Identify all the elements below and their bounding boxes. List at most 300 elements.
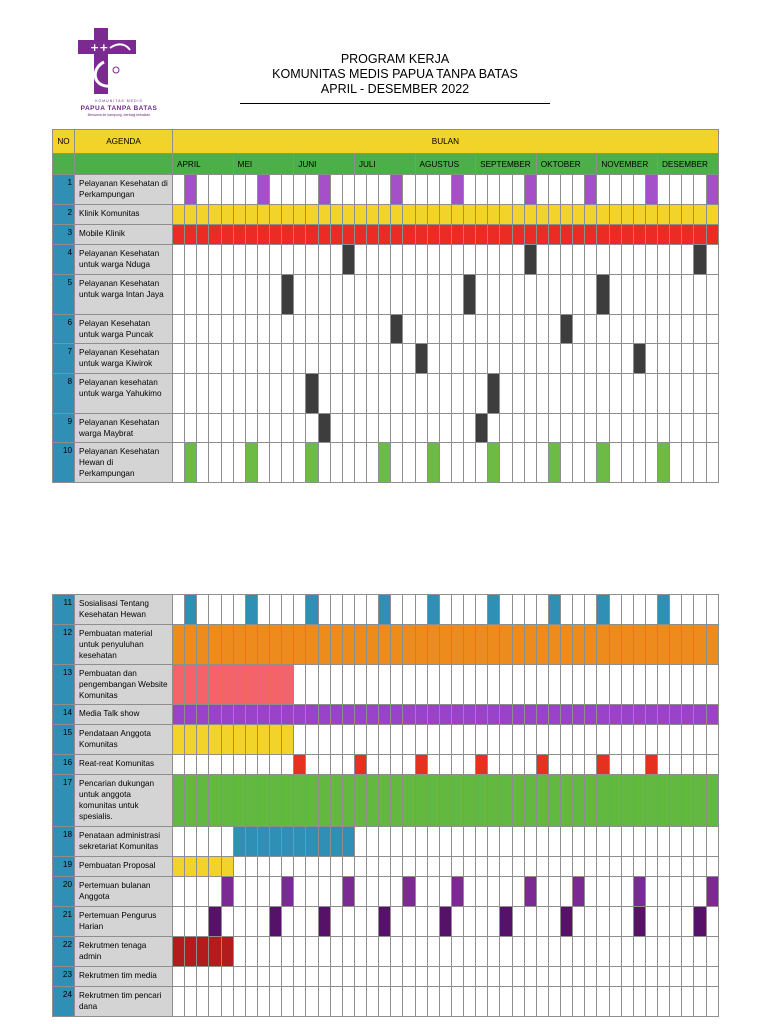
schedule-cell [476,907,488,937]
schedule-cell-filled [185,725,197,755]
schedule-cell [221,374,233,414]
schedule-cell [257,967,269,987]
schedule-cell [585,725,597,755]
schedule-cell [645,857,657,877]
schedule-cell [573,175,585,205]
schedule-cell [415,967,427,987]
schedule-cell-filled [173,937,185,967]
schedule-cell [427,175,439,205]
schedule-cell [342,907,354,937]
schedule-cell [658,857,670,877]
schedule-cell-filled [476,705,488,725]
schedule-cell [512,443,524,483]
schedule-cell [367,937,379,967]
schedule-cell-filled [330,827,342,857]
schedule-cell [427,857,439,877]
schedule-cell-filled [464,625,476,665]
schedule-cell [621,275,633,315]
schedule-cell [694,443,706,483]
schedule-cell [318,857,330,877]
schedule-cell [585,967,597,987]
schedule-cell [391,595,403,625]
schedule-cell [585,907,597,937]
schedule-cell-filled [658,705,670,725]
schedule-cell [415,987,427,1017]
agenda-row [53,877,719,907]
schedule-cell-filled [427,775,439,827]
schedule-cell-filled [561,907,573,937]
schedule-cell [427,877,439,907]
schedule-cell-filled [694,705,706,725]
schedule-cell [221,907,233,937]
schedule-cell [270,877,282,907]
schedule-cell [306,725,318,755]
schedule-cell [379,344,391,374]
agenda-row [53,665,719,705]
schedule-cell-filled [391,625,403,665]
schedule-cell-filled [367,705,379,725]
schedule-cell [342,374,354,414]
schedule-cell-filled [573,705,585,725]
schedule-cell-filled [561,625,573,665]
schedule-cell-filled [185,595,197,625]
schedule-cell [294,374,306,414]
schedule-cell [476,725,488,755]
schedule-cell [233,857,245,877]
schedule-cell [694,987,706,1017]
schedule-cell [342,725,354,755]
schedule-cell [233,937,245,967]
schedule-cell-filled [512,705,524,725]
schedule-cell-filled [645,205,657,225]
schedule-cell [379,245,391,275]
schedule-cell [197,827,209,857]
schedule-cell-filled [257,225,269,245]
schedule-cell-filled [197,725,209,755]
schedule-cell [645,877,657,907]
schedule-cell [403,245,415,275]
schedule-cell [209,275,221,315]
schedule-cell [524,275,536,315]
schedule-cell [173,315,185,344]
schedule-cell-filled [633,877,645,907]
schedule-cell-filled [197,225,209,245]
month-header-oktober: OKTOBER [536,154,597,175]
schedule-cell-filled [597,625,609,665]
schedule-cell [694,937,706,967]
schedule-cell [391,725,403,755]
schedule-cell [185,315,197,344]
schedule-cell-filled [658,775,670,827]
schedule-cell-filled [573,877,585,907]
schedule-cell [245,315,257,344]
schedule-cell-filled [185,775,197,827]
schedule-cell [245,967,257,987]
schedule-cell [694,857,706,877]
agenda-row [53,315,719,344]
schedule-cell-filled [658,205,670,225]
schedule-cell [645,595,657,625]
schedule-cell [573,275,585,315]
schedule-cell [609,857,621,877]
schedule-cell-filled [209,625,221,665]
schedule-cell [354,175,366,205]
schedule-cell [306,857,318,877]
agenda-row [53,374,719,414]
schedule-cell [367,374,379,414]
schedule-cell-filled [233,705,245,725]
schedule-cell-filled [573,225,585,245]
month-header-juni: JUNI [294,154,355,175]
schedule-cell [451,595,463,625]
schedule-cell-filled [354,755,366,775]
schedule-cell [500,245,512,275]
schedule-cell [185,245,197,275]
schedule-cell-filled [621,225,633,245]
schedule-cell [306,877,318,907]
schedule-cell [427,665,439,705]
schedule-cell-filled [306,827,318,857]
schedule-cell-filled [245,443,257,483]
schedule-cell [403,755,415,775]
schedule-cell [645,907,657,937]
schedule-cell [500,857,512,877]
schedule-cell [573,374,585,414]
schedule-cell-filled [318,907,330,937]
schedule-cell [282,245,294,275]
schedule-cell [609,344,621,374]
schedule-cell-filled [391,315,403,344]
row-number: 16 [53,755,75,775]
logo-org-name: PAPUA TANPA BATAS [80,105,158,112]
schedule-cell [464,315,476,344]
row-number: 13 [53,665,75,705]
title-line-1: PROGRAM KERJA [340,52,450,66]
schedule-cell [548,937,560,967]
schedule-cell-filled [209,937,221,967]
schedule-cell [173,595,185,625]
schedule-cell [221,987,233,1017]
schedule-cell [451,967,463,987]
schedule-cell-filled [403,705,415,725]
schedule-cell [597,967,609,987]
schedule-cell-filled [185,665,197,705]
schedule-cell [270,275,282,315]
schedule-cell [391,414,403,443]
schedule-cell [645,275,657,315]
schedule-cell-filled [294,705,306,725]
schedule-cell [282,443,294,483]
schedule-cell-filled [379,625,391,665]
agenda-row [53,907,719,937]
schedule-cell [221,245,233,275]
row-number: 4 [53,245,75,275]
schedule-cell [694,827,706,857]
schedule-cell-filled [294,205,306,225]
schedule-cell-filled [391,205,403,225]
schedule-cell-filled [257,725,269,755]
schedule-cell [512,344,524,374]
schedule-cell [306,275,318,315]
schedule-cell [318,275,330,315]
schedule-cell [573,344,585,374]
schedule-cell [451,755,463,775]
schedule-cell [500,315,512,344]
schedule-cell [512,414,524,443]
schedule-cell-filled [427,625,439,665]
schedule-cell [257,443,269,483]
schedule-cell-filled [270,225,282,245]
schedule-cell [548,414,560,443]
schedule-cell-filled [500,205,512,225]
schedule-cell [464,967,476,987]
schedule-cell [500,987,512,1017]
schedule-cell-filled [354,225,366,245]
schedule-cell [257,595,269,625]
month-header-blank [75,154,173,175]
schedule-cell [645,315,657,344]
month-header-juli: JULI [354,154,415,175]
schedule-cell [367,725,379,755]
schedule-cell [209,987,221,1017]
schedule-cell-filled [257,175,269,205]
schedule-cell [621,665,633,705]
schedule-cell [488,907,500,937]
schedule-cell-filled [209,725,221,755]
schedule-cell [548,877,560,907]
schedule-cell [294,987,306,1017]
schedule-cell [209,877,221,907]
schedule-cell-filled [439,205,451,225]
schedule-cell [670,344,682,374]
schedule-cell [379,755,391,775]
schedule-cell-filled [488,374,500,414]
schedule-cell-filled [233,725,245,755]
schedule-cell-filled [306,443,318,483]
schedule-cell-filled [427,705,439,725]
schedule-cell [270,967,282,987]
schedule-cell [439,665,451,705]
schedule-cell [391,967,403,987]
schedule-cell [658,374,670,414]
schedule-cell [270,315,282,344]
schedule-cell [597,827,609,857]
row-number: 9 [53,414,75,443]
schedule-cell [294,315,306,344]
schedule-cell [633,245,645,275]
schedule-cell [609,315,621,344]
schedule-cell-filled [403,625,415,665]
schedule-cell [573,755,585,775]
schedule-cell [548,315,560,344]
schedule-cell [585,755,597,775]
schedule-cell-filled [342,625,354,665]
schedule-cell-filled [197,665,209,705]
schedule-cell [682,374,694,414]
schedule-cell-filled [270,665,282,705]
schedule-cell-filled [682,205,694,225]
schedule-cell-filled [185,225,197,245]
schedule-cell [658,245,670,275]
row-number: 23 [53,967,75,987]
schedule-cell-filled [245,725,257,755]
agenda-label: Pelayan Kesehatan untuk warga Puncak [75,315,173,344]
schedule-cell [209,967,221,987]
schedule-cell [221,967,233,987]
schedule-cell-filled [439,775,451,827]
schedule-cell-filled [221,877,233,907]
schedule-cell [403,344,415,374]
schedule-cell [524,595,536,625]
schedule-cell [585,857,597,877]
schedule-cell-filled [645,175,657,205]
schedule-cell [403,275,415,315]
schedule-cell [536,344,548,374]
schedule-cell [561,725,573,755]
schedule-cell [609,907,621,937]
row-number: 6 [53,315,75,344]
schedule-cell [403,315,415,344]
schedule-cell-filled [524,245,536,275]
schedule-cell [233,344,245,374]
schedule-cell [464,665,476,705]
schedule-cell [633,175,645,205]
schedule-cell [367,245,379,275]
schedule-cell [645,665,657,705]
schedule-cell-filled [221,225,233,245]
schedule-cell-filled [257,205,269,225]
schedule-cell [464,877,476,907]
schedule-cell [330,877,342,907]
schedule-cell [391,937,403,967]
schedule-cell [209,315,221,344]
schedule-cell-filled [524,225,536,245]
schedule-cell [318,595,330,625]
schedule-cell-filled [270,725,282,755]
schedule-cell [427,987,439,1017]
schedule-cell [391,245,403,275]
schedule-cell [464,827,476,857]
schedule-cell [354,827,366,857]
schedule-cell [233,967,245,987]
schedule-cell [173,907,185,937]
schedule-cell [221,827,233,857]
schedule-cell [342,857,354,877]
schedule-cell [706,827,718,857]
schedule-cell [645,725,657,755]
schedule-cell [257,937,269,967]
schedule-cell [524,857,536,877]
schedule-cell [670,967,682,987]
row-number: 17 [53,775,75,827]
schedule-cell [294,443,306,483]
schedule-cell [306,967,318,987]
schedule-cell-filled [197,857,209,877]
schedule-cell [257,275,269,315]
schedule-cell-filled [500,907,512,937]
schedule-cell [185,967,197,987]
schedule-cell [561,344,573,374]
schedule-cell [185,374,197,414]
schedule-cell [209,443,221,483]
schedule-cell [658,877,670,907]
schedule-cell-filled [682,775,694,827]
schedule-cell-filled [548,443,560,483]
schedule-cell-filled [500,225,512,245]
schedule-cell-filled [379,907,391,937]
schedule-cell-filled [488,705,500,725]
schedule-cell [379,967,391,987]
schedule-cell [451,275,463,315]
schedule-cell-filled [197,705,209,725]
schedule-cell [633,937,645,967]
schedule-cell [597,937,609,967]
schedule-cell-filled [427,443,439,483]
schedule-cell [330,175,342,205]
schedule-cell [488,344,500,374]
schedule-cell [548,725,560,755]
schedule-cell [294,967,306,987]
schedule-cell [173,967,185,987]
schedule-cell [439,443,451,483]
schedule-cell [476,443,488,483]
schedule-cell [294,907,306,937]
schedule-cell-filled [342,705,354,725]
schedule-cell [633,414,645,443]
schedule-cell-filled [173,225,185,245]
schedule-cell [306,315,318,344]
schedule-cell [403,443,415,483]
schedule-cell-filled [609,705,621,725]
schedule-cell-filled [645,625,657,665]
schedule-cell-filled [367,225,379,245]
schedule-cell-filled [536,225,548,245]
schedule-cell [633,665,645,705]
schedule-cell-filled [173,775,185,827]
schedule-cell [354,443,366,483]
schedule-cell [621,414,633,443]
schedule-cell [670,374,682,414]
schedule-cell [658,725,670,755]
schedule-cell [548,755,560,775]
schedule-cell [306,755,318,775]
schedule-cell [233,907,245,937]
schedule-cell-filled [682,225,694,245]
schedule-cell-filled [694,907,706,937]
schedule-cell-filled [597,775,609,827]
schedule-cell [391,344,403,374]
schedule-cell [658,967,670,987]
schedule-cell-filled [488,775,500,827]
schedule-cell [306,665,318,705]
schedule-cell [403,595,415,625]
agenda-label: Mobile Klinik [75,225,173,245]
month-header-september: SEPTEMBER [476,154,537,175]
schedule-cell [524,443,536,483]
schedule-cell [585,443,597,483]
schedule-cell [512,967,524,987]
agenda-label: Pelayanan Kesehatan untuk warga Intan Jaya [75,275,173,315]
schedule-cell [318,374,330,414]
schedule-cell [185,275,197,315]
schedule-cell [488,414,500,443]
schedule-cell [367,443,379,483]
schedule-cell [597,665,609,705]
schedule-cell-filled [524,205,536,225]
schedule-cell [488,665,500,705]
schedule-cell-filled [561,775,573,827]
schedule-cell-filled [282,625,294,665]
